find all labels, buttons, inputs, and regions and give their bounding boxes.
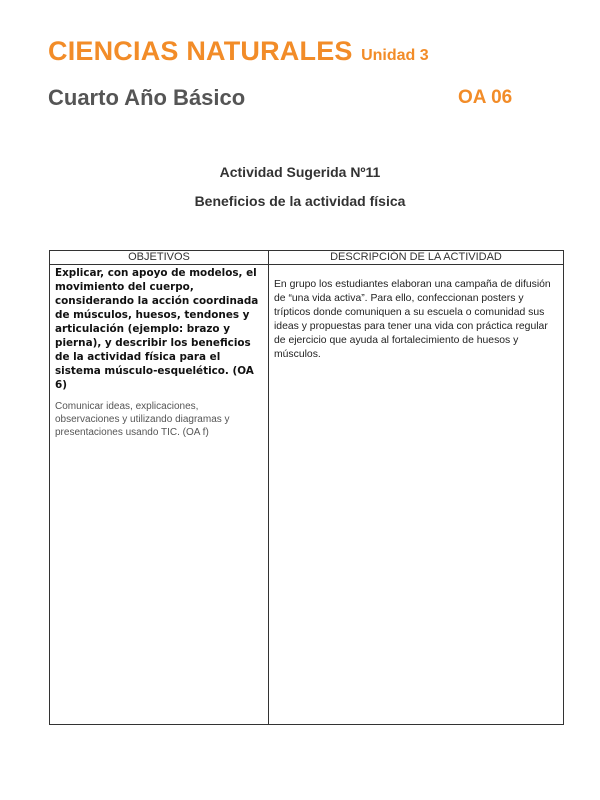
- subject-title: CIENCIAS NATURALES: [48, 36, 353, 66]
- objective-secondary-text: Comunicar ideas, explicaciones, observaciones y utilizando diagramas y presentaciones usando TIC. (OA f): [55, 401, 230, 438]
- objective-main-text: Explicar, con apoyo de modelos, el movimiento del cuerpo, considerando la acción coordinada de músculos, huesos, tendones y articulación (ejemplo: brazo y pierna), y describir los beneficios de la actividad física para el sistema músculo-esquelético. (OA 6): [55, 267, 259, 391]
- activity-description: En grupo los estudiantes elaboran una campaña de difusión de “una vida activa”. Para ello, confeccionan posters y trípticos donde comuniquen a su escuela o comunidad sus ideas y propuestas para tener una vida con práctica regular de ejercicio que ayuda al fortalecimiento de huesos y músculos.: [274, 279, 551, 360]
- oa-code: OA 06: [458, 87, 513, 108]
- activity-title: Beneficios de la actividad física: [194, 193, 406, 209]
- column-divider: [268, 251, 269, 724]
- activity-table: [49, 250, 564, 725]
- activity-number: Actividad Sugerida Nº11: [219, 164, 381, 180]
- table-header-row: [50, 251, 563, 265]
- description-column-header: DESCRIPCIÓN DE LA ACTIVIDAD: [330, 251, 502, 263]
- objectives-column-header: OBJETIVOS: [128, 251, 190, 263]
- document-title: [48, 36, 429, 67]
- grade-level: Cuarto Año Básico: [48, 85, 246, 110]
- unit-label: Unidad 3: [361, 47, 429, 64]
